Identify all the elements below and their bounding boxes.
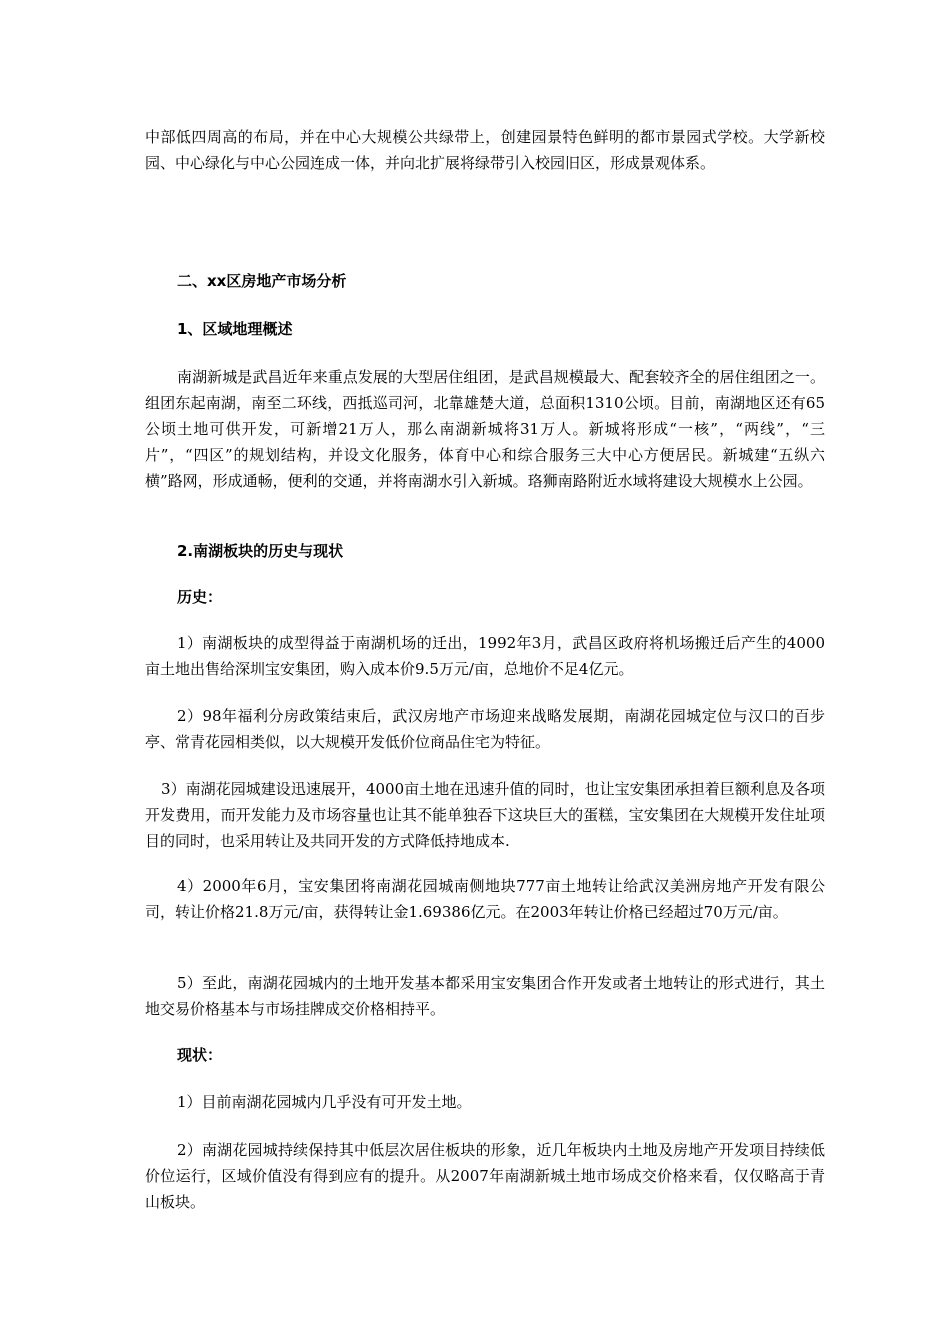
- history-item-1: 1）南湖板块的成型得益于南湖机场的迁出，1992年3月，武昌区政府将机场搬迁后产生的4000亩土地出售给深圳宝安集团，购入成本价9.5万元/亩，总地价不足4亿元。: [145, 634, 825, 678]
- intro-paragraph: 中部低四周高的布局，并在中心大规模公共绿带上，创建园景特色鲜明的都市景园式学校。大学新校园、中心绿化与中心公园连成一体，并向北扩展将绿带引入校园旧区，形成景观体系。: [145, 128, 825, 172]
- history-item-5: 5）至此，南湖花园城内的土地开发基本都采用宝安集团合作开发或者土地转让的形式进行，其土地交易价格基本与市场挂牌成交价格相持平。: [145, 974, 825, 1018]
- subsection-title-history-status: 2.南湖板块的历史与现状: [177, 542, 344, 560]
- history-item-2: 2）98年福利分房政策结束后，武汉房地产市场迎来战略发展期，南湖花园城定位与汉口的百步亭、常青花园相类似，以大规模开发低价位商品住宅为特征。: [145, 707, 825, 751]
- history-label: 历史：: [177, 588, 223, 606]
- status-item-2: 2）南湖花园城持续保持其中低层次居住板块的形象，近几年板块内土地及房地产开发项目持续低价位运行，区域价值没有得到应有的提升。从2007年南湖新城土地市场成交价格来看，仅仅略高于青山板块。: [145, 1141, 825, 1211]
- history-item-4: 4）2000年6月，宝安集团将南湖花园城南侧地块777亩土地转让给武汉美洲房地产开发有限公司，转让价格21.8万元/亩，获得转让金1.69386亿元。在2003年转让价格已经超过70万元/亩。: [145, 877, 825, 921]
- section-title: 二、xx区房地产市场分析: [177, 272, 347, 290]
- geography-paragraph: 南湖新城是武昌近年来重点发展的大型居住组团，是武昌规模最大、配套较齐全的居住组团之一。组团东起南湖，南至二环线，西抵巡司河，北靠雄楚大道，总面积1310公顷。目前，南湖地区还有65公顷土地可供开发，可新增21万人，那么南湖新城将31万人。新城将形成“一核”，“两线”，“三片”，“四区”的规划结构，并设文化服务，体育中心和综合服务三大中心方便居民。新城建“五纵六横”路网，形成通畅，便利的交通，并将南湖水引入新城。珞狮南路附近水域将建设大规模水上公园。: [145, 368, 825, 490]
- status-item-1: 1）目前南湖花园城内几乎没有可开发土地。: [177, 1093, 472, 1111]
- status-label: 现状：: [177, 1046, 223, 1064]
- subsection-title-geography: 1、区域地理概述: [177, 320, 293, 338]
- history-item-3: 3）南湖花园城建设迅速展开，4000亩土地在迅速升值的同时，也让宝安集团承担着巨额利息及各项开发费用，而开发能力及市场容量也让其不能单独吞下这块巨大的蛋糕，宝安集团在大规模开发住址项目的同时，也采用转让及共同开发的方式降低持地成本.: [145, 780, 825, 850]
